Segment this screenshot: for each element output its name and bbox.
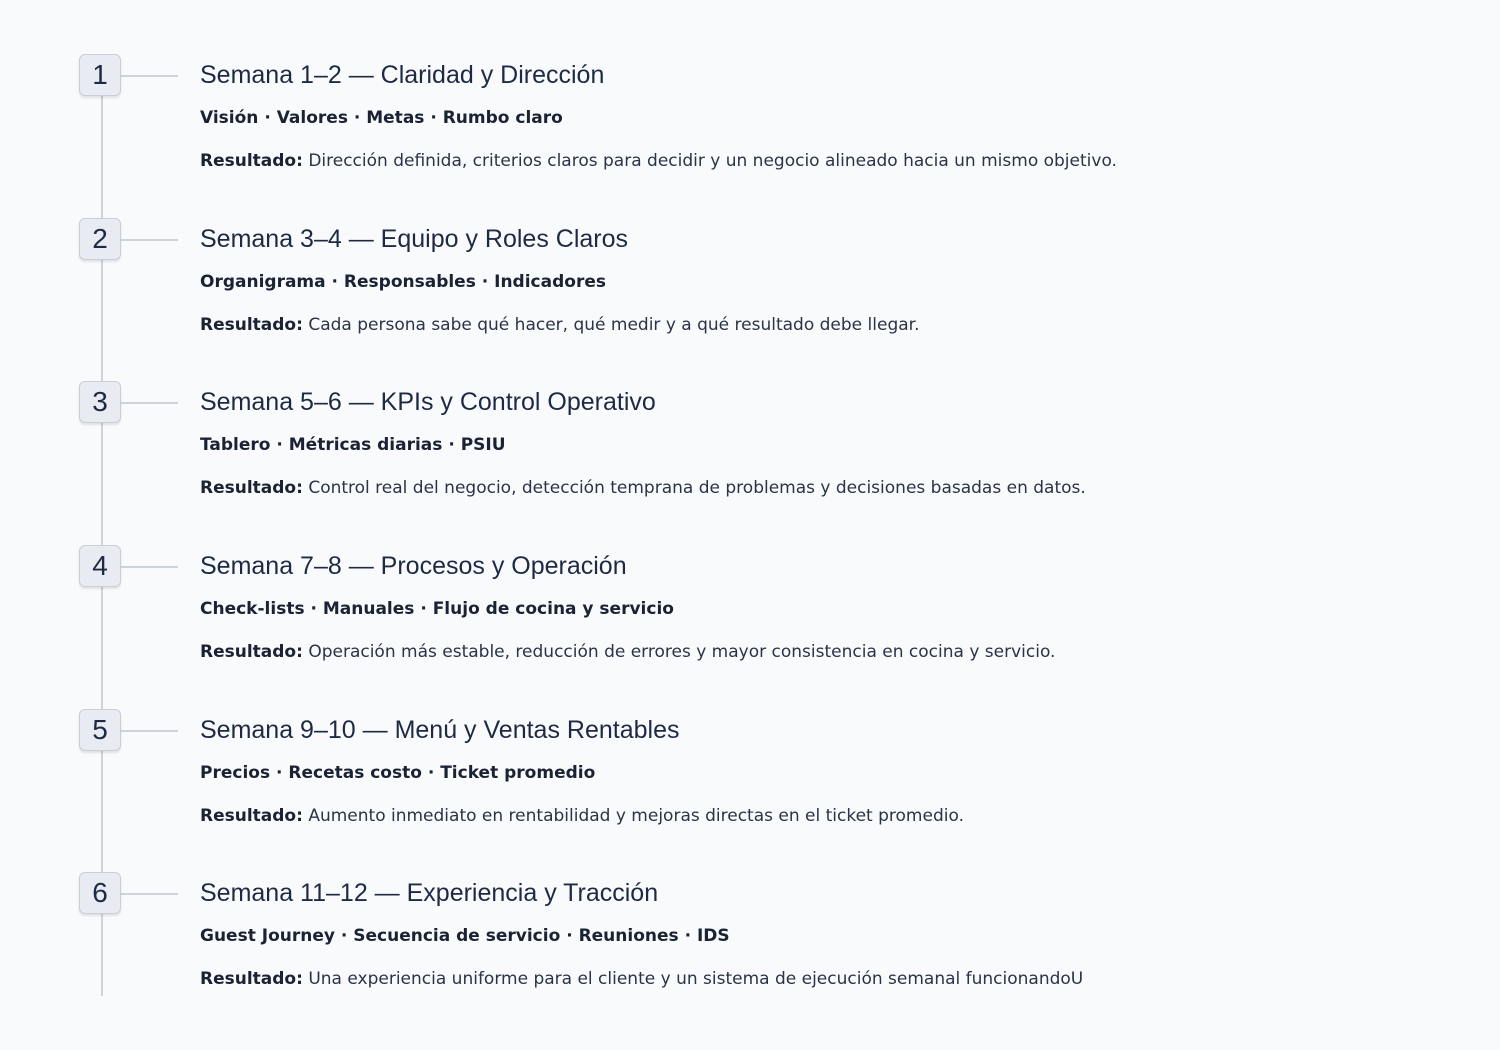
result-text: Una experiencia uniforme para el cliente y un sistema de ejecución semanal funcionandoU — [302, 969, 1084, 989]
step-connector-line — [121, 239, 178, 241]
result-label: Resultado: — [200, 806, 303, 826]
result-label: Resultado: — [200, 478, 303, 498]
step-number-badge: 4 — [79, 545, 121, 587]
timeline-step — [0, 872, 1500, 1036]
step-title: Semana 7–8 — Procesos y Operación — [200, 552, 627, 580]
step-result — [200, 313, 920, 337]
step-number-badge: 3 — [79, 381, 121, 423]
step-connector-line — [121, 566, 178, 568]
step-number-badge: 5 — [79, 709, 121, 751]
result-text: Aumento inmediato en rentabilidad y mejoras directas en el ticket promedio. — [302, 806, 964, 826]
result-label: Resultado: — [200, 151, 303, 171]
step-title: Semana 11–12 — Experiencia y Tracción — [200, 879, 659, 907]
step-result — [200, 967, 1083, 991]
step-tags: Check-lists · Manuales · Flujo de cocina y servicio — [200, 599, 674, 619]
step-result — [200, 476, 1086, 500]
result-text: Control real del negocio, detección temprana de problemas y decisiones basadas en datos. — [302, 478, 1086, 498]
timeline-step — [0, 545, 1500, 709]
step-result — [200, 640, 1055, 664]
step-tags: Organigrama · Responsables · Indicadores — [200, 272, 606, 292]
step-tags: Guest Journey · Secuencia de servicio · Reuniones · IDS — [200, 926, 730, 946]
step-title: Semana 1–2 — Claridad y Dirección — [200, 61, 605, 89]
step-number-badge: 2 — [79, 218, 121, 260]
step-result — [200, 149, 1117, 173]
step-connector-line — [121, 893, 178, 895]
step-title: Semana 5–6 — KPIs y Control Operativo — [200, 388, 656, 416]
timeline-step — [0, 709, 1500, 873]
result-label: Resultado: — [200, 315, 303, 335]
step-connector-line — [121, 730, 178, 732]
result-text: Cada persona sabe qué hacer, qué medir y a qué resultado debe llegar. — [302, 315, 920, 335]
timeline-step — [0, 54, 1500, 218]
step-number-badge: 6 — [79, 872, 121, 914]
result-text: Dirección definida, criterios claros para decidir y un negocio alineado hacia un mismo objetivo. — [302, 151, 1117, 171]
step-tags: Tablero · Métricas diarias · PSIU — [200, 435, 506, 455]
result-text: Operación más estable, reducción de errores y mayor consistencia en cocina y servicio. — [302, 642, 1056, 662]
step-tags: Precios · Recetas costo · Ticket promedio — [200, 763, 596, 783]
step-title: Semana 3–4 — Equipo y Roles Claros — [200, 225, 629, 253]
result-label: Resultado: — [200, 642, 303, 662]
step-number-badge: 1 — [79, 54, 121, 96]
step-result — [200, 804, 964, 828]
step-connector-line — [121, 75, 178, 77]
step-title: Semana 9–10 — Menú y Ventas Rentables — [200, 716, 680, 744]
timeline-step — [0, 218, 1500, 382]
step-tags: Visión · Valores · Metas · Rumbo claro — [200, 108, 563, 128]
result-label: Resultado: — [200, 969, 303, 989]
timeline-step — [0, 381, 1500, 545]
step-connector-line — [121, 402, 178, 404]
